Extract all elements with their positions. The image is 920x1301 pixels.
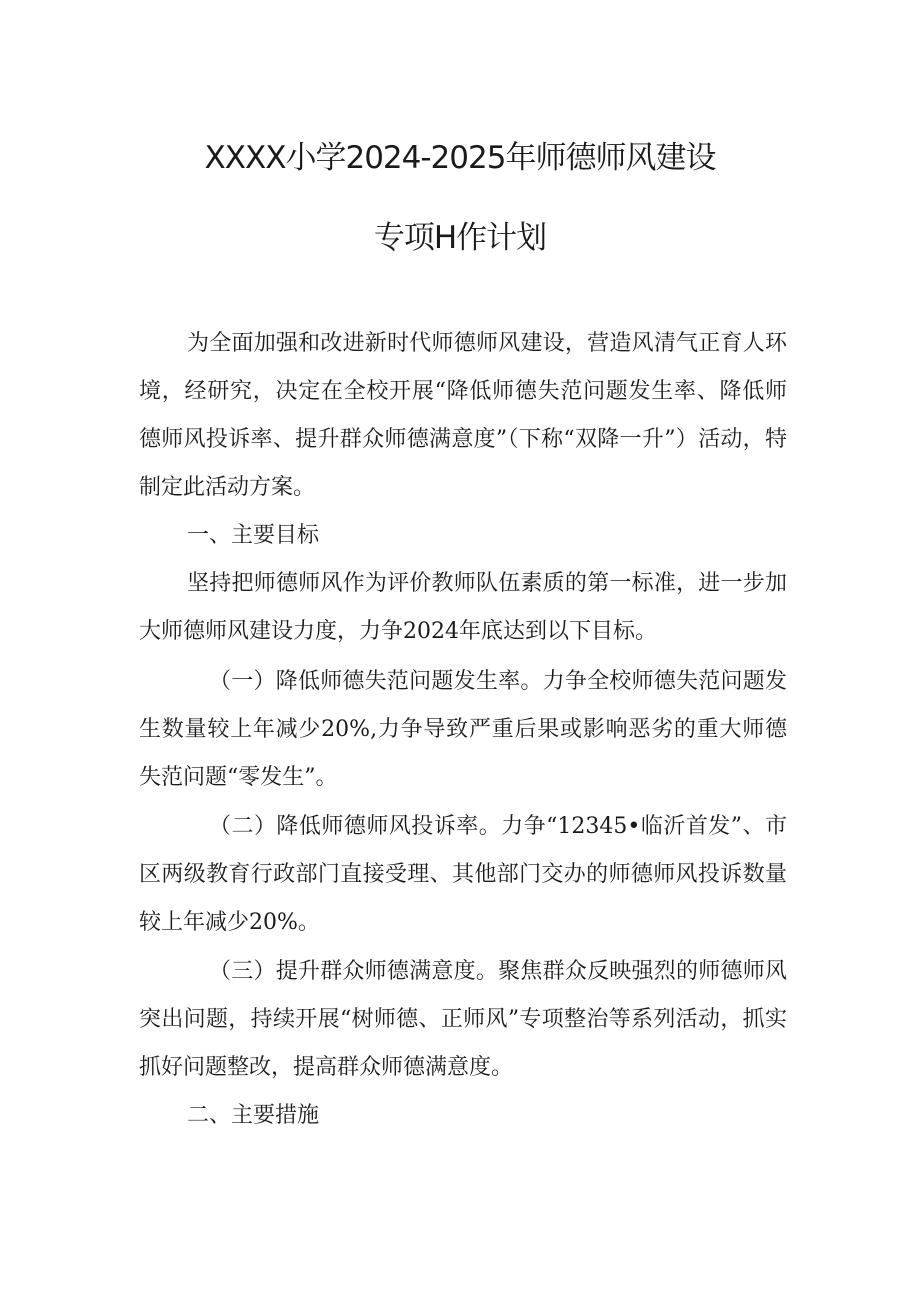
section-heading-goals: 一、主要目标 — [187, 523, 320, 548]
goals-paragraph: 坚持把师德师风作为评价教师队伍素质的第一标准，进一步加大师德师风建设力度，力争2024年底达到以下目标。 — [139, 571, 787, 644]
document-title-line-1: XXXX小学2024-2025年师德师风建设 — [204, 140, 716, 176]
goal-item-3: （三）提升群众师德满意度。聚焦群众反映强烈的师德师风突出问题，持续开展“树师德、正师风”专项整治等系列活动，抓实抓好问题整改，提高群众师德满意度。 — [139, 959, 787, 1080]
goal-item-2: （二）降低师德师风投诉率。力争“12345•临沂首发”、市区两级教育行政部门直接受理、其他部门交办的师德师风投诉数量较上年减少20%。 — [139, 814, 787, 935]
section-heading-measures: 二、主要措施 — [187, 1103, 320, 1128]
document-title-line-2: 专项H作计划 — [373, 220, 547, 256]
intro-paragraph: 为全面加强和改进新时代师德师风建设，营造风清气正育人环境，经研究，决定在全校开展“降低师德失范问题发生率、降低师德师风投诉率、提升群众师德满意度”（下称“双降一升”）活动，特制定此活动方案。 — [139, 331, 787, 500]
goal-item-1: （一）降低师德失范问题发生率。力争全校师德失范问题发生数量较上年减少20%,力争导致严重后果或影响恶劣的重大师德失范问题“零发生”。 — [139, 669, 787, 790]
